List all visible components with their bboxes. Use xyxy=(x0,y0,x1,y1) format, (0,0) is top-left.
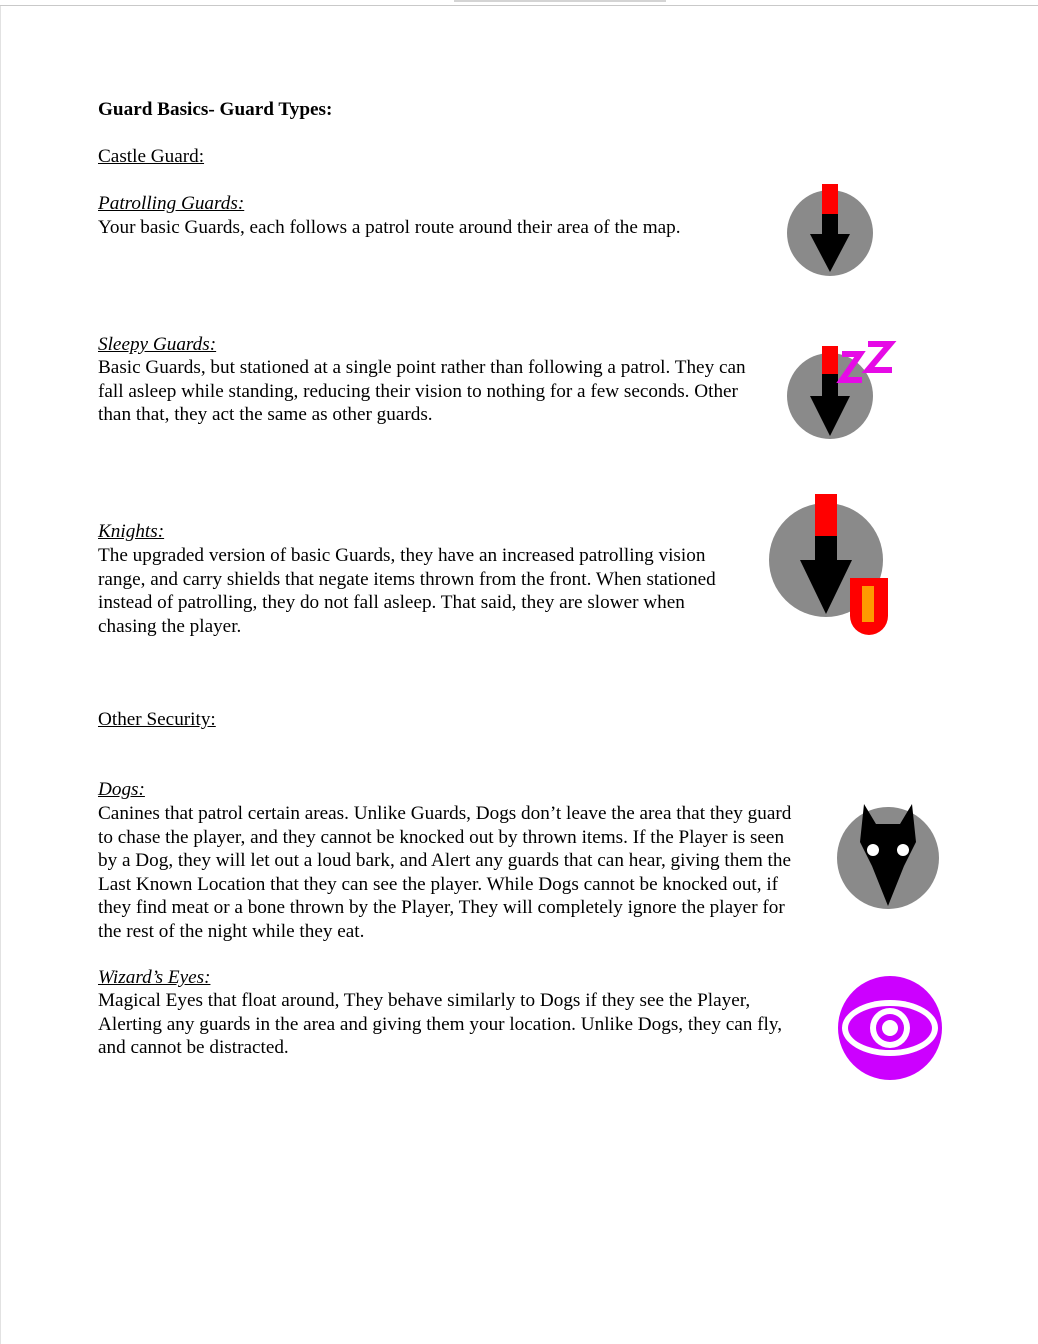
sleepy-guards-heading: Sleepy Guards: xyxy=(98,334,217,355)
text-line: they find meat or a bone thrown by the Player, They will completely ignore the player for xyxy=(98,897,785,918)
knights-heading: Knights: xyxy=(98,521,165,542)
text-line: Last Known Location that they can see the player. While Dogs cannot be knocked out, if xyxy=(98,873,779,895)
page-left-border xyxy=(0,6,1,1344)
other-security-heading: Other Security: xyxy=(98,709,216,730)
sleepy-guards-text xyxy=(98,356,746,427)
patrolling-guard-icon xyxy=(780,178,880,282)
patrolling-guards-text xyxy=(98,216,681,240)
shield-icon xyxy=(850,578,888,635)
text-line: Alerting any guards in the area and giving them your location. Unlike Dogs, they can fly, xyxy=(98,1013,782,1035)
dog-icon xyxy=(834,802,942,912)
text-line: the rest of the night while they eat. xyxy=(98,920,365,942)
text-line: and cannot be distracted. xyxy=(98,1037,289,1058)
wizards-eyes-text xyxy=(98,989,782,1060)
sleepy-guard-icon xyxy=(780,340,900,444)
page-top-border xyxy=(0,5,1038,6)
text-line: fall asleep while standing, reducing their vision to nothing for a few seconds. Other xyxy=(98,380,738,402)
patrolling-guards-heading: Patrolling Guards: xyxy=(98,193,245,214)
wizards-eyes-heading: Wizard’s Eyes: xyxy=(98,967,211,988)
text-line: instead of patrolling, they do not fall asleep. That said, they are slower when xyxy=(98,592,685,613)
page-tab-marker xyxy=(454,0,666,2)
text-line: chasing the player. xyxy=(98,615,242,637)
text-line: range, and carry shields that negate items thrown from the front. When stationed xyxy=(98,568,716,590)
castle-guard-heading: Castle Guard: xyxy=(98,146,205,167)
text-line: than that, they act the same as other guards. xyxy=(98,404,433,425)
knight-icon xyxy=(764,490,896,640)
knights-text xyxy=(98,544,716,638)
text-line: Canines that patrol certain areas. Unlike Guards, Dogs don’t leave the area that they guard xyxy=(98,803,792,824)
text-line: to chase the player, and they cannot be knocked out by thrown items. If the Player is seen xyxy=(98,826,785,848)
text-line: Magical Eyes that float around, They behave similarly to Dogs if they see the Player, xyxy=(98,990,751,1011)
text-line: Your basic Guards, each follows a patrol route around their area of the map. xyxy=(98,217,681,238)
wizard-eye-icon xyxy=(836,974,944,1082)
text-line: Basic Guards, but stationed at a single point rather than following a patrol. They can xyxy=(98,357,746,378)
page-title: Guard Basics- Guard Types: xyxy=(98,99,333,120)
text-line: The upgraded version of basic Guards, they have an increased patrolling vision xyxy=(98,545,706,566)
dogs-text xyxy=(98,802,791,943)
text-line: by a Dog, they will let out a loud bark, and Alert any guards that can hear, giving them the xyxy=(98,850,791,871)
dogs-heading: Dogs: xyxy=(98,779,145,800)
